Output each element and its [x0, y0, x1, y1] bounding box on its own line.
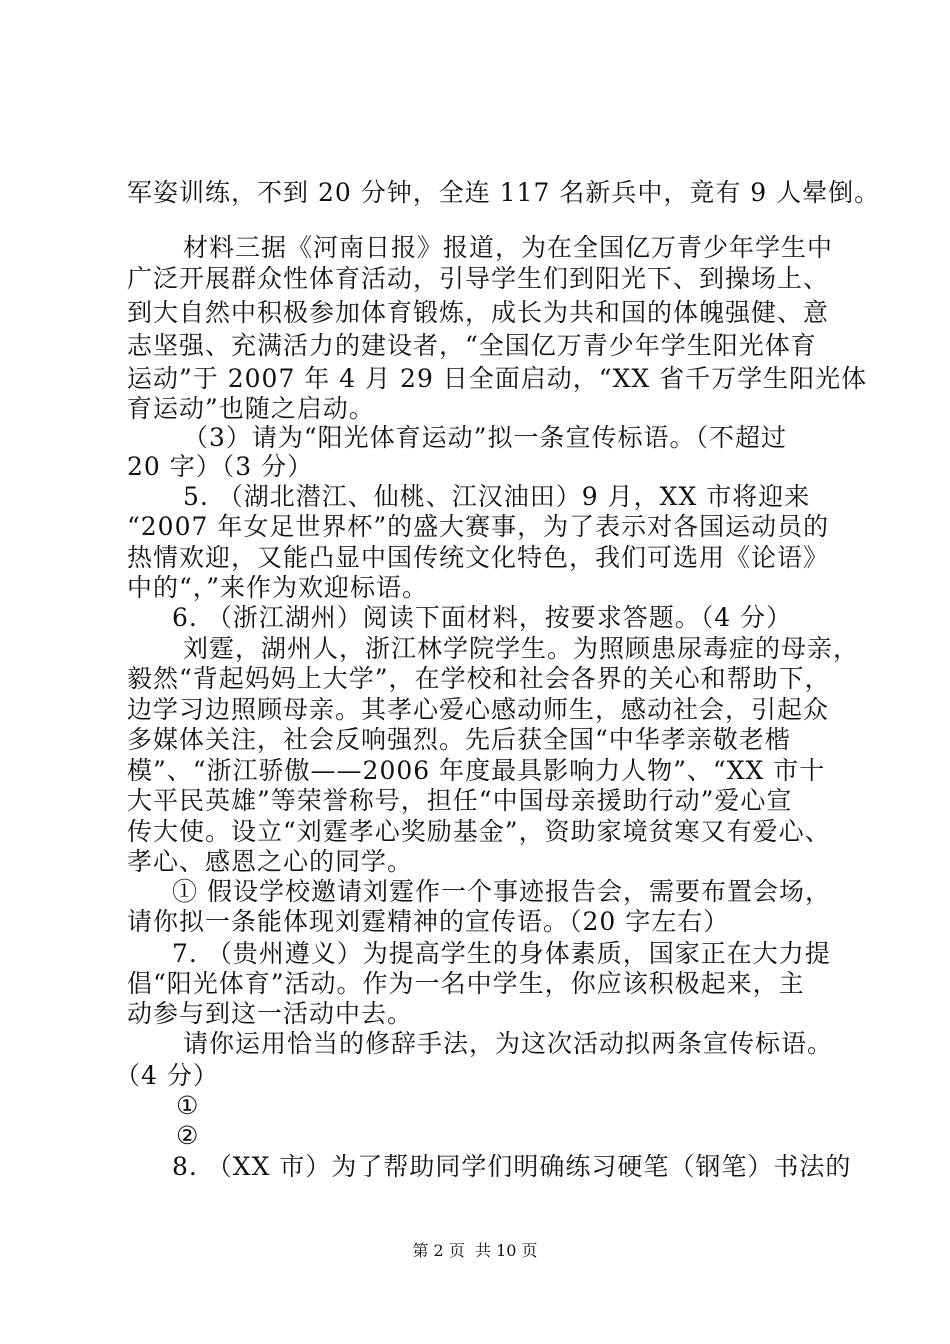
- text-line-17: 边学习边照顾母亲。其孝心爱心感动师生，感动社会，引起众: [127, 695, 830, 724]
- page-footer: 第 2 页 共 10 页: [412, 1241, 538, 1260]
- text-line-2: 材料三据《河南日报》报道，为在全国亿万青少年学生中: [183, 233, 834, 262]
- text-line-29: （4 分）: [115, 1061, 219, 1090]
- text-line-7: 育运动”也随之启动。: [127, 394, 375, 423]
- text-line-14: 6. （浙江湖州）阅读下面材料，按要求答题。（4 分）: [172, 603, 793, 632]
- text-line-26: 倡“阳光体育”活动。作为一名中学生，你应该积极起来，主: [127, 969, 805, 998]
- text-line-9: 20 字）（3 分）: [127, 452, 314, 481]
- text-line-31: ②: [176, 1121, 200, 1150]
- text-line-21: 传大使。设立“刘霆孝心奖励基金”，资助家境贫寒又有爱心、: [127, 817, 831, 846]
- text-line-1: 军姿训练，不到 20 分钟，全连 117 名新兵中，竟有 9 人晕倒。: [127, 178, 881, 207]
- text-line-8: （3）请为“阳光体育运动”拟一条宣传标语。（不超过: [183, 423, 787, 452]
- text-line-27: 动参与到这一活动中去。: [127, 999, 414, 1028]
- text-line-25: 7. （贵州遵义）为提高学生的身体素质，国家正在大力提: [172, 939, 831, 968]
- text-line-18: 多媒体关注，社会反响强烈。先后获全国“中华孝亲敬老楷: [127, 725, 791, 754]
- text-line-12: 热情欢迎，又能凸显中国传统文化特色，我们可选用《论语》: [127, 543, 830, 572]
- text-line-15: 刘霆，湖州人，浙江林学院学生。为照顾患尿毒症的母亲，: [183, 634, 860, 663]
- text-line-22: 孝心、感恩之心的同学。: [127, 847, 414, 876]
- text-line-19: 模”、“浙江骄傲——2006 年度最具影响力人物”、“XX 市十: [127, 756, 826, 785]
- text-line-28: 请你运用恰当的修辞手法，为这次活动拟两条宣传标语。: [183, 1029, 834, 1058]
- text-line-11: “2007 年女足世界杯”的盛大赛事，为了表示对各国运动员的: [127, 512, 830, 541]
- text-line-6: 运动”于 2007 年 4 月 29 日全面启动，“XX 省千万学生阳光体: [127, 364, 868, 393]
- text-line-16: 毅然“背起妈妈上大学”，在学校和社会各界的关心和帮助下，: [127, 664, 831, 693]
- text-line-13: 中的“，”来作为欢迎标语。: [127, 573, 429, 602]
- text-line-4: 到大自然中积极参加体育锻炼，成长为共和国的体魄强健、意: [127, 298, 830, 327]
- text-line-20: 大平民英雄”等荣誉称号，担任“中国母亲援助行动”爱心宣: [127, 786, 793, 815]
- text-line-3: 广泛开展群众性体育活动，引导学生们到阳光下、到操场上、: [127, 264, 830, 293]
- text-line-23: ① 假设学校邀请刘霆作一个事迹报告会，需要布置会场，: [172, 877, 831, 906]
- text-line-10: 5. （湖北潜江、仙桃、江汉油田）9 月，XX 市将迎来: [183, 482, 811, 511]
- text-line-32: 8. （XX 市）为了帮助同学们明确练习硬笔（钢笔）书法的: [172, 1152, 852, 1181]
- text-line-30: ①: [176, 1091, 200, 1120]
- text-line-5: 志坚强、充满活力的建设者，“全国亿万青少年学生阳光体育: [127, 331, 817, 360]
- text-line-24: 请你拟一条能体现刘霆精神的宣传语。（20 字左右）: [127, 907, 730, 936]
